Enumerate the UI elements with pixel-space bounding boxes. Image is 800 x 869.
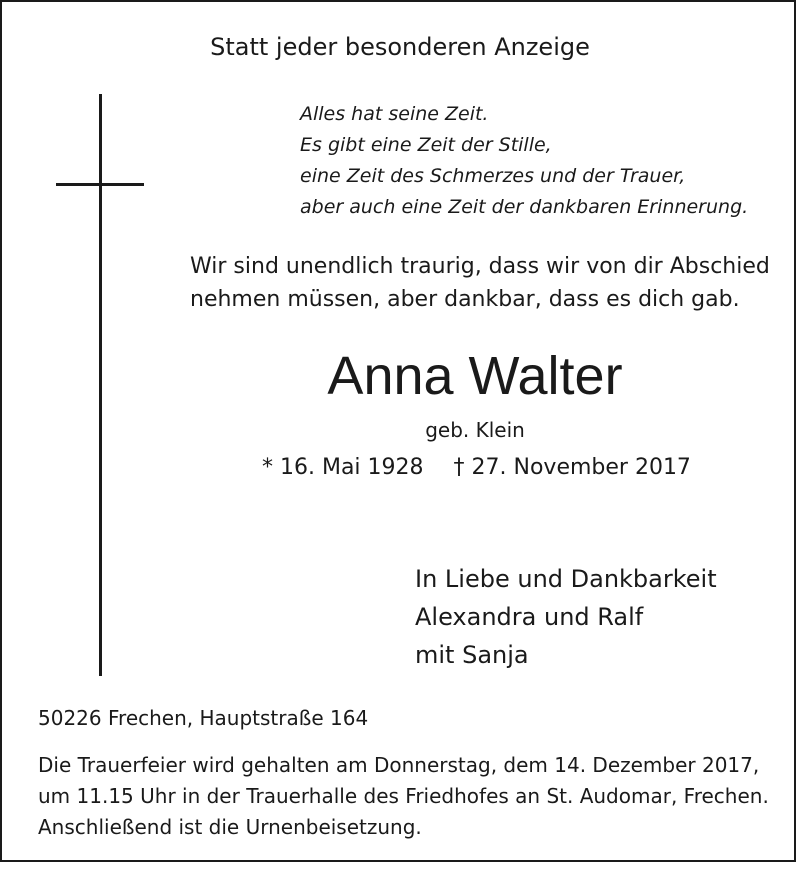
poem-line: eine Zeit des Schmerzes und der Trauer,: [300, 165, 686, 187]
deceased-name: Anna Walter: [327, 346, 623, 406]
poem: [300, 99, 748, 223]
signoff: [415, 560, 717, 674]
intro-text: [190, 250, 770, 316]
poem-line: aber auch eine Zeit der dankbaren Erinnerung.: [300, 196, 749, 218]
service-line: Die Trauerfeier wird gehalten am Donnerstag, dem 14. Dezember 2017,: [38, 753, 760, 777]
address: 50226 Frechen, Hauptstraße 164: [38, 706, 369, 730]
service-line: um 11.15 Uhr in der Trauerhalle des Friedhofes an St. Audomar, Frechen.: [38, 784, 769, 808]
maiden-name: geb. Klein: [425, 418, 525, 442]
birth-date: * 16. Mai 1928: [262, 455, 424, 480]
service-line: Anschließend ist die Urnenbeisetzung.: [38, 815, 422, 839]
signoff-line: Alexandra und Ralf: [415, 603, 644, 631]
death-date: † 27. November 2017: [453, 455, 691, 480]
signoff-line: In Liebe und Dankbarkeit: [415, 565, 717, 593]
header-line: Statt jeder besonderen Anzeige: [210, 33, 590, 61]
service-info: [38, 750, 769, 843]
signoff-line: mit Sanja: [415, 641, 529, 669]
intro-line: Wir sind unendlich traurig, dass wir von dir Abschied: [190, 254, 770, 279]
poem-line: Alles hat seine Zeit.: [300, 103, 489, 125]
cross-horizontal-bar: [56, 183, 144, 186]
poem-line: Es gibt eine Zeit der Stille,: [300, 134, 552, 156]
intro-line: nehmen müssen, aber dankbar, dass es dich gab.: [190, 287, 740, 312]
life-dates: [262, 455, 691, 480]
